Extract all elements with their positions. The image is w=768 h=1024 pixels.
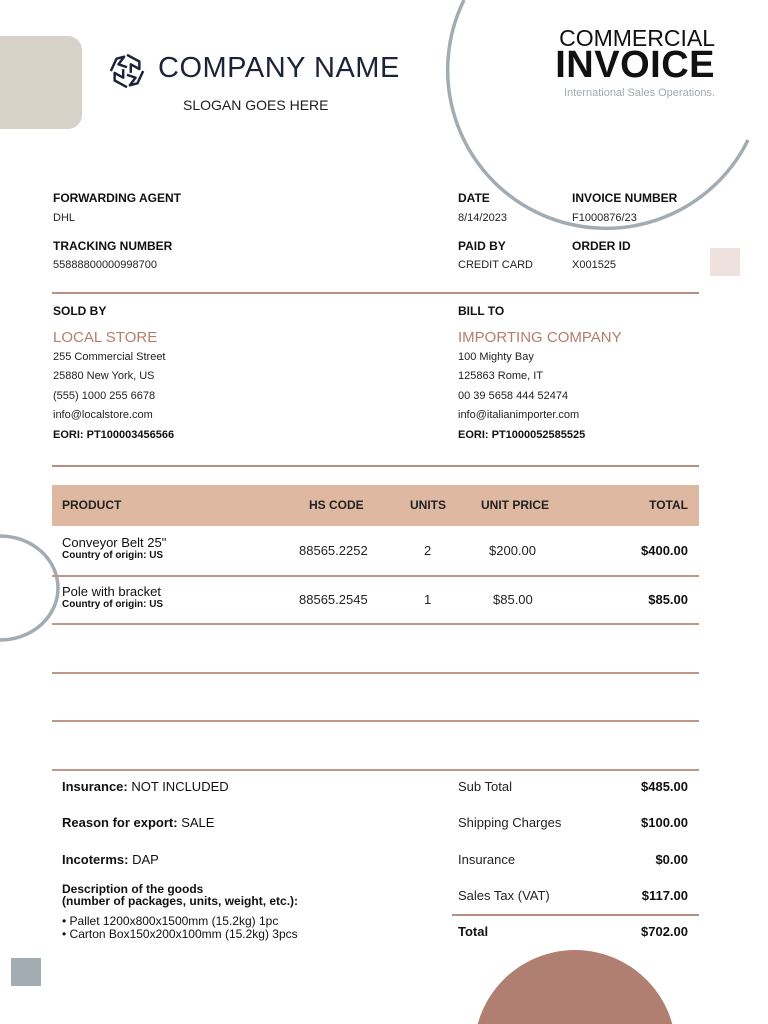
divider (52, 465, 699, 467)
product-units: 2 (424, 543, 432, 558)
incoterms (62, 852, 159, 867)
divider (52, 292, 699, 294)
reason-for-export-value: SALE (181, 815, 215, 830)
column-header-product: PRODUCT (62, 498, 122, 512)
tracking-number-value: 55888800000998700 (53, 259, 158, 271)
incoterms-label: Incoterms: (62, 852, 129, 867)
invoice-number-value: F1000876/23 (572, 212, 637, 224)
insurance-summary-value: $0.00 (655, 852, 688, 867)
tracking-number-label: TRACKING NUMBER (53, 239, 173, 253)
row-divider (52, 720, 699, 722)
order-id-label: ORDER ID (572, 239, 631, 253)
sold-by-label: SOLD BY (53, 304, 107, 318)
sold-by-email: info@localstore.com (53, 409, 153, 421)
product-unit-price: $85.00 (493, 592, 533, 607)
sold-by-eori: EORI: PT100003456566 (53, 429, 175, 441)
subtotal-label: Sub Total (458, 779, 512, 794)
title-invoice: INVOICE (555, 44, 715, 86)
subtotal-value: $485.00 (641, 779, 688, 794)
shipping-charges-label: Shipping Charges (458, 815, 562, 830)
bill-to-label: BILL TO (458, 304, 505, 318)
date-value: 8/14/2023 (458, 212, 507, 224)
row-divider (52, 672, 699, 674)
bill-to-email: info@italianimporter.com (458, 409, 580, 421)
company-logo-icon (108, 52, 146, 90)
paid-by-label: PAID BY (458, 239, 506, 253)
product-name: Conveyor Belt 25" (62, 535, 167, 550)
row-divider (52, 623, 699, 625)
goods-description-title (62, 883, 298, 907)
product-origin: Country of origin: US (62, 599, 164, 610)
bill-to-name: IMPORTING COMPANY (458, 329, 622, 346)
bill-to-eori: EORI: PT1000052585525 (458, 429, 586, 441)
sales-tax-value: $117.00 (641, 888, 688, 903)
product-hs-code: 88565.2545 (299, 592, 368, 607)
column-header-total: TOTAL (649, 498, 688, 512)
slogan: SLOGAN GOES HERE (183, 97, 329, 113)
product-name: Pole with bracket (62, 584, 161, 599)
product-origin: Country of origin: US (62, 550, 164, 561)
sold-by-phone: (555) 1000 255 6678 (53, 390, 156, 402)
total-value: $702.00 (641, 924, 688, 939)
goods-description-item: • Carton Box150x200x100mm (15.2kg) 3pcs (62, 927, 298, 941)
table-header (52, 485, 699, 526)
decorative-square-pink (710, 248, 740, 276)
insurance-detail-label: Insurance: (62, 779, 128, 794)
product-total: $85.00 (648, 592, 688, 607)
forwarding-agent-label: FORWARDING AGENT (53, 191, 181, 205)
table-row (52, 526, 699, 575)
forwarding-agent-value: DHL (53, 212, 76, 224)
invoice-number-label: INVOICE NUMBER (572, 191, 678, 205)
shipping-charges-value: $100.00 (641, 815, 688, 830)
title-subtitle: International Sales Operations. (563, 87, 715, 99)
total-label: Total (458, 924, 489, 939)
sold-by-address1: 255 Commercial Street (53, 351, 166, 363)
sales-tax-label: Sales Tax (VAT) (458, 888, 550, 903)
sold-by-address2: 25880 New York, US (53, 370, 155, 382)
paid-by-value: CREDIT CARD (458, 259, 533, 271)
product-total: $400.00 (641, 543, 688, 558)
reason-for-export-label: Reason for export: (62, 815, 178, 830)
goods-description-title-line1: Description of the goods (62, 882, 204, 896)
bill-to-phone: 00 39 5658 444 52474 (458, 390, 569, 402)
insurance-detail-value: NOT INCLUDED (131, 779, 229, 794)
column-header-hs-code: HS CODE (309, 498, 364, 512)
column-header-units: UNITS (410, 498, 446, 512)
goods-description-title-line2: (number of packages, units, weight, etc.): (62, 894, 299, 908)
company-name: COMPANY NAME (158, 52, 400, 84)
goods-description-item: • Pallet 1200x800x1500mm (15.2kg) 1pc (62, 914, 279, 928)
total-divider (452, 914, 699, 916)
bill-to-address2: 125863 Rome, IT (458, 370, 543, 382)
sold-by-name: LOCAL STORE (53, 329, 158, 346)
title-commercial: COMMERCIAL (559, 25, 715, 51)
product-unit-price: $200.00 (489, 543, 536, 558)
order-id-value: X001525 (572, 259, 617, 271)
bill-to-address1: 100 Mighty Bay (458, 351, 534, 363)
insurance-summary-label: Insurance (458, 852, 516, 867)
date-label: DATE (458, 191, 490, 205)
decorative-square-gray (11, 958, 41, 986)
reason-for-export (62, 815, 214, 830)
product-units: 1 (424, 592, 432, 607)
incoterms-value: DAP (132, 852, 159, 867)
product-hs-code: 88565.2252 (299, 543, 368, 558)
table-row (52, 575, 699, 624)
row-divider (52, 769, 699, 771)
insurance-detail (62, 779, 229, 794)
column-header-unit-price: UNIT PRICE (481, 498, 550, 512)
